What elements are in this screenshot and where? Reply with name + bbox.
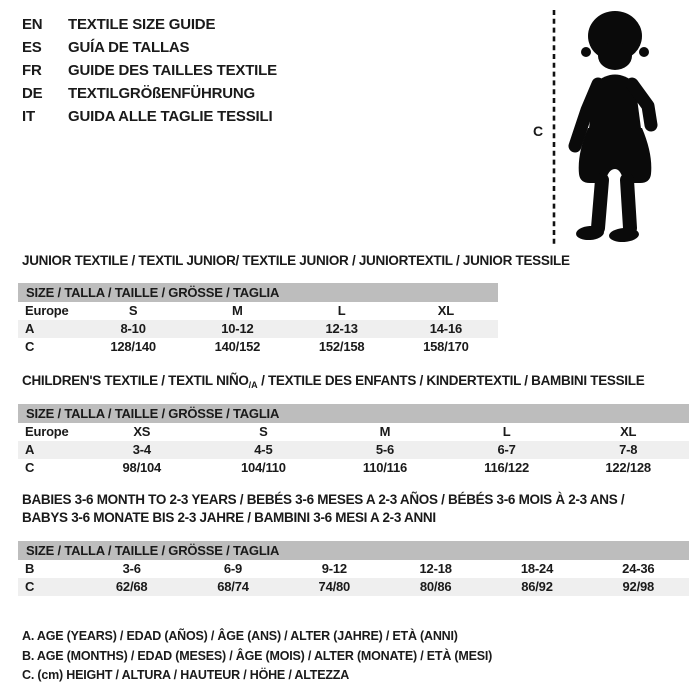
size-cell: 6-9 — [223, 561, 243, 576]
size-cell: 86/92 — [521, 579, 553, 594]
lang-row-fr — [22, 59, 277, 82]
size-cell: 122/128 — [605, 460, 651, 475]
row-label: B — [25, 561, 35, 576]
toddler-silhouette-icon — [562, 8, 662, 244]
babies-section-title — [22, 491, 624, 527]
row-label: Europe — [25, 424, 69, 439]
lang-code: ES — [22, 39, 42, 56]
row-label: C — [25, 460, 35, 475]
lang-row-de — [22, 82, 277, 105]
dashed-height-line — [551, 10, 557, 244]
size-cell: 8-10 — [120, 321, 146, 336]
size-cell: 152/158 — [318, 339, 365, 354]
size-cell: 7-8 — [619, 442, 638, 457]
size-cell: 9-12 — [321, 561, 347, 576]
children-size-table — [18, 404, 689, 477]
size-cell: XL — [620, 424, 637, 439]
table-row — [18, 423, 689, 441]
size-cell: S — [128, 303, 138, 318]
table-row — [18, 578, 689, 596]
babies-title-line1: BABIES 3-6 MONTH TO 2-3 YEARS / BEBÉS 3-6 MESES A 2-3 AÑOS / BÉBÉS 3-6 MOIS À 2-3 ANS / — [22, 492, 625, 507]
size-cell: M — [232, 303, 243, 318]
lang-label: GUIDA ALLE TAGLIE TESSILI — [68, 108, 273, 125]
lang-label: GUIDE DES TAILLES TEXTILE — [68, 62, 277, 79]
junior-section-title: JUNIOR TEXTILE / TEXTIL JUNIOR/ TEXTILE JUNIOR / JUNIORTEXTIL / JUNIOR TESSILE — [22, 253, 570, 268]
size-cell: M — [379, 424, 391, 439]
legend-footnotes — [22, 627, 492, 686]
title-subscript: /A — [248, 380, 258, 390]
lang-row-it — [22, 105, 277, 128]
title-part: CHILDREN'S TEXTILE / TEXTIL NIÑO — [22, 373, 249, 388]
table-row — [18, 320, 498, 338]
size-cell: 18-24 — [520, 561, 554, 576]
children-section-title — [22, 372, 644, 394]
footnote-a: A. AGE (YEARS) / EDAD (AÑOS) / ÂGE (ANS) / ALTER (JAHRE) / ETÀ (ANNI) — [22, 629, 458, 643]
size-header-band: SIZE / TALLA / TAILLE / GRÖSSE / TAGLIA — [18, 404, 689, 423]
footnote-b: B. AGE (MONTHS) / EDAD (MESES) / ÂGE (MOIS) / ALTER (MONATE) / ETÀ (MESI) — [22, 648, 493, 663]
size-cell: 80/86 — [419, 579, 452, 594]
babies-size-table — [18, 541, 689, 596]
size-cell: 74/80 — [318, 579, 351, 594]
lang-code: FR — [22, 62, 42, 79]
table-row — [18, 302, 498, 320]
height-measure-label: C — [533, 123, 544, 139]
size-cell: 110/116 — [362, 460, 408, 475]
table-row — [18, 338, 498, 356]
size-cell: 68/74 — [217, 579, 249, 594]
size-cell: 104/110 — [240, 460, 286, 475]
lang-code: DE — [22, 85, 43, 102]
size-cell: XL — [437, 303, 454, 318]
lang-label: GUÍA DE TALLAS — [68, 39, 190, 56]
size-cell: 5-6 — [375, 442, 395, 457]
size-cell: 12-18 — [419, 561, 452, 576]
size-cell: L — [502, 424, 511, 439]
size-cell: 62/68 — [115, 579, 148, 594]
size-cell: 24-36 — [622, 561, 655, 576]
row-label: A — [25, 321, 35, 336]
table-row — [18, 459, 689, 477]
size-cell: 4-5 — [254, 442, 273, 457]
table-row — [18, 441, 689, 459]
lang-code: IT — [22, 108, 35, 125]
size-cell: 128/140 — [110, 339, 156, 354]
size-cell: 140/152 — [214, 339, 261, 354]
size-cell: 3-4 — [132, 442, 151, 457]
language-list — [22, 13, 277, 128]
lang-row-en — [22, 13, 277, 36]
size-cell: 6-7 — [497, 442, 516, 457]
size-cell: 158/170 — [423, 339, 469, 354]
size-cell: S — [259, 424, 268, 439]
row-label: A — [25, 442, 35, 457]
size-cell: 14-16 — [429, 321, 462, 336]
row-label: Europe — [25, 303, 69, 318]
size-cell: 116/122 — [484, 460, 530, 475]
lang-code: EN — [22, 16, 43, 33]
lang-row-es — [22, 36, 277, 59]
lang-label: TEXTILGRÖßENFÜHRUNG — [68, 85, 256, 102]
size-cell: XS — [133, 424, 151, 439]
row-label: C — [25, 579, 35, 594]
size-cell: L — [337, 303, 346, 318]
height-figure — [528, 0, 700, 250]
row-label: C — [25, 339, 35, 354]
lang-label: TEXTILE SIZE GUIDE — [68, 16, 216, 33]
babies-title-line2: BABYS 3-6 MONATE BIS 2-3 JAHRE / BAMBINI 3-6 MESI A 2-3 ANNI — [22, 510, 436, 525]
footnote-c: C. (cm) HEIGHT / ALTURA / HAUTEUR / HÖHE / ALTEZZA — [22, 668, 350, 682]
junior-size-table — [18, 283, 498, 356]
title-part: / TEXTILE DES ENFANTS / KINDERTEXTIL / BAMBINI TESSILE — [257, 373, 645, 388]
size-cell: 12-13 — [325, 321, 358, 336]
size-cell: 3-6 — [122, 561, 141, 576]
table-row — [18, 560, 689, 578]
size-header-band: SIZE / TALLA / TAILLE / GRÖSSE / TAGLIA — [18, 283, 498, 302]
size-cell: 10-12 — [221, 321, 254, 336]
size-cell: 92/98 — [622, 579, 655, 594]
size-cell: 98/104 — [122, 460, 162, 475]
size-header-band: SIZE / TALLA / TAILLE / GRÖSSE / TAGLIA — [18, 541, 689, 560]
